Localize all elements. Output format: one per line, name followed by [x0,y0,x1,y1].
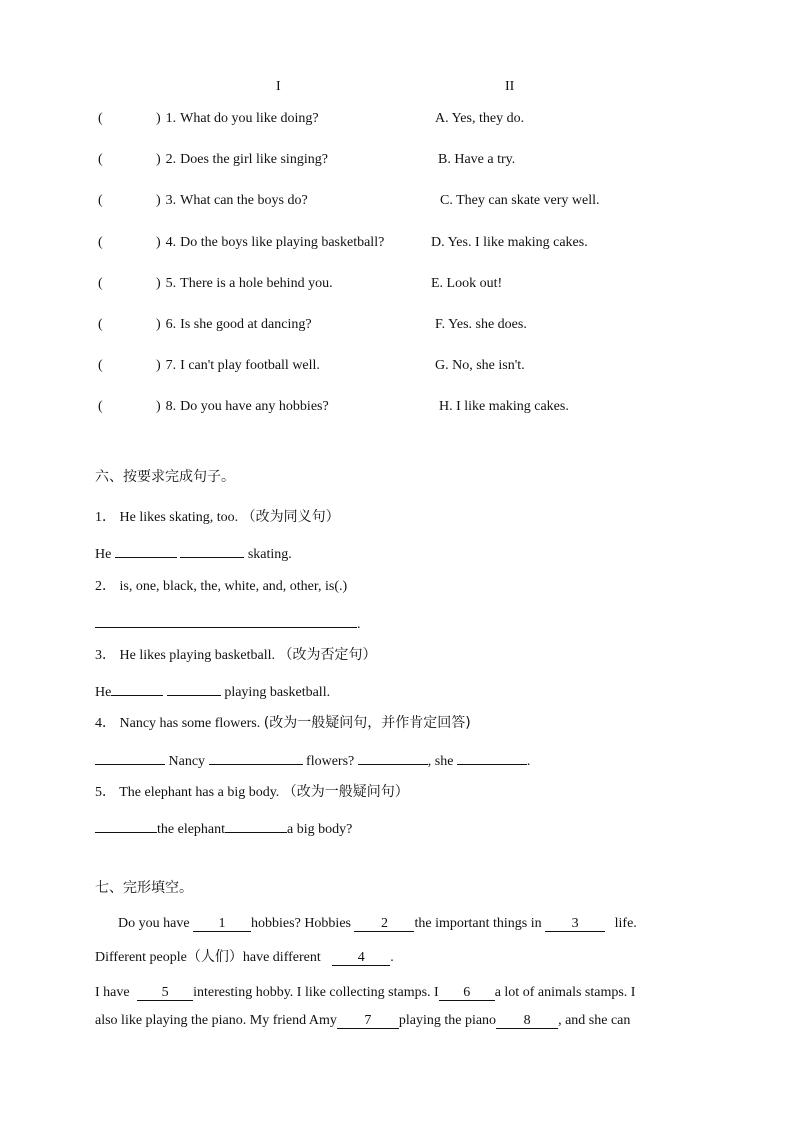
cloze-text: . [390,950,394,965]
answer-blank[interactable] [167,681,221,696]
matching-question [156,151,328,169]
answer-text: Nancy [168,754,206,769]
s6-answer-1 [95,543,292,564]
answer-blank[interactable] [180,543,244,558]
matching-question [156,110,319,128]
s6-answer-2 [95,613,361,634]
s6-answer-3 [95,681,330,702]
answer-slot[interactable] [108,398,154,416]
cloze-text: , and she can [558,1013,631,1028]
item-text: He likes skating, too. [119,510,239,525]
matching-answer: C. They can skate very well. [440,193,600,209]
matching-answer: G. No, she isn't. [435,358,525,374]
answer-text: the elephant [157,822,226,837]
question-number: 1. [165,111,177,126]
item-text: Nancy has some flowers. [119,716,261,731]
s6-answer-4 [95,750,530,771]
answer-blank[interactable] [115,543,177,558]
paren-open: ( [98,275,103,291]
cloze-text: life. [614,916,637,931]
s6-item-1 [95,508,340,527]
matching-answer: A. Yes, they do. [435,111,525,126]
answer-blank[interactable] [95,818,157,833]
answer-text: He [95,547,112,562]
question-number: 8. [165,399,177,415]
paren-close: ) [156,317,161,332]
cloze-text: Do you have [118,916,190,931]
paren-close: ) [156,234,161,250]
column-header-2: II [505,79,515,94]
section7-title: 七、完形填空。 [95,880,193,896]
question-number: 3. [165,193,177,209]
cloze-text: the important things in [414,916,542,931]
answer-slot[interactable] [108,275,154,293]
answer-slot[interactable] [108,151,154,169]
question-text: Is she good at dancing? [180,317,312,332]
matching-question [156,234,384,252]
item-text: is, one, black, the, white, and, other, is(.) [119,579,348,594]
cloze-blank-number: 7 [364,1013,372,1028]
matching-answer: E. Look out! [431,275,503,291]
matching-question [156,275,333,293]
s6-item-5 [95,783,409,802]
paren-open: ( [98,358,103,374]
paren-open: ( [98,399,103,415]
question-text: Does the girl like singing? [180,152,328,168]
item-label: 3． [95,648,116,663]
section6-title: 六、按要求完成句子。 [95,469,235,485]
item-text: The elephant has a big body. [119,785,280,800]
cloze-blank-7[interactable] [337,1014,399,1029]
s6-item-3 [95,646,377,665]
item-label: 4． [95,716,116,731]
cloze-blank-2[interactable] [354,917,414,932]
cloze-text-zh: （人们） [186,949,243,965]
question-number: 5. [165,275,177,291]
paren-close: ) [156,193,161,209]
answer-blank[interactable] [358,750,428,765]
answer-slot[interactable] [108,316,154,334]
answer-blank[interactable] [457,750,527,765]
paren-close: ) [156,399,161,415]
cloze-text: a lot of animals stamps. I [494,985,636,1000]
column-header-1: I [276,79,281,94]
cloze-text: hobbies? Hobbies [251,916,351,931]
cloze-line-2 [95,948,394,967]
answer-blank[interactable] [95,613,357,628]
matching-answer: F. Yes. she does. [435,317,527,332]
matching-question [156,316,312,334]
answer-text: a big body? [287,822,353,837]
answer-slot[interactable] [108,110,154,128]
answer-blank[interactable] [225,818,287,833]
item-label: 5． [95,785,116,800]
answer-text: He [95,685,112,700]
question-text: Do the boys like playing basketball? [180,234,385,250]
cloze-blank-number: 2 [380,916,388,931]
cloze-line-4 [95,1012,630,1030]
matching-question [156,357,320,375]
item-note: (改为一般疑问句，并作肯定回答) [263,715,471,731]
cloze-blank-number: 8 [523,1013,531,1028]
question-number: 4. [165,234,177,250]
cloze-blank-number: 5 [161,985,169,1000]
s6-item-2 [95,578,347,596]
paren-open: ( [98,317,103,332]
paren-close: ) [156,111,161,126]
item-note: （改为否定句） [278,647,377,663]
answer-text: flowers? [306,754,355,769]
cloze-text: interesting hobby. I like collecting stamps. I [193,985,439,1000]
cloze-blank-3[interactable] [545,917,605,932]
cloze-line-1 [118,915,637,933]
question-text: What can the boys do? [180,193,308,209]
cloze-text: also like playing the piano. My friend Amy [95,1013,337,1028]
question-number: 6. [165,317,177,332]
item-text: He likes playing basketball. [119,648,276,663]
answer-text: , she [427,754,454,769]
cloze-line-3 [95,984,635,1002]
answer-blank[interactable] [111,681,163,696]
cloze-blank-number: 4 [357,950,365,965]
cloze-blank-1[interactable] [193,917,251,932]
paren-open: ( [98,234,103,250]
paren-open: ( [98,193,103,209]
answer-blank[interactable] [209,750,303,765]
cloze-blank-number: 6 [463,985,471,1000]
s6-answer-5 [95,818,352,839]
paren-open: ( [98,152,103,168]
question-text: Do you have any hobbies? [180,399,329,415]
cloze-text: Different people [95,950,187,965]
s6-item-4 [95,714,471,733]
item-label: 2． [95,579,116,594]
matching-question [156,398,329,416]
matching-answer: D. Yes. I like making cakes. [431,234,588,250]
cloze-blank-number: 3 [571,916,579,931]
cloze-blank-5[interactable] [137,986,193,1001]
paren-close: ) [156,358,161,374]
item-label: 1． [95,510,116,525]
cloze-text: I have [95,985,130,1000]
answer-text: . [526,754,531,769]
cloze-blank-8[interactable] [496,1014,558,1029]
question-text: I can't play football well. [180,358,320,374]
answer-text: playing basketball. [224,685,331,700]
paren-close: ) [156,275,161,291]
cloze-blank-number: 1 [218,916,226,931]
cloze-blank-6[interactable] [439,986,495,1001]
item-note: （改为同义句） [241,509,340,525]
answer-blank[interactable] [95,750,165,765]
answer-text: . [357,617,361,632]
question-number: 7. [165,358,177,374]
matching-answer: H. I like making cakes. [439,399,569,415]
cloze-blank-4[interactable] [332,951,390,966]
question-text: There is a hole behind you. [180,275,333,291]
answer-slot[interactable] [108,234,154,252]
answer-text: skating. [247,547,292,562]
question-text: What do you like doing? [180,111,319,126]
matching-answer: B. Have a try. [438,152,516,168]
cloze-text: playing the piano [398,1013,497,1028]
paren-open: ( [98,111,103,126]
answer-slot[interactable] [108,192,154,210]
matching-question [156,192,308,210]
paren-close: ) [156,152,161,168]
cloze-text: have different [242,950,321,965]
item-note: （改为一般疑问句） [282,784,409,800]
question-number: 2. [165,152,177,168]
answer-slot[interactable] [108,357,154,375]
